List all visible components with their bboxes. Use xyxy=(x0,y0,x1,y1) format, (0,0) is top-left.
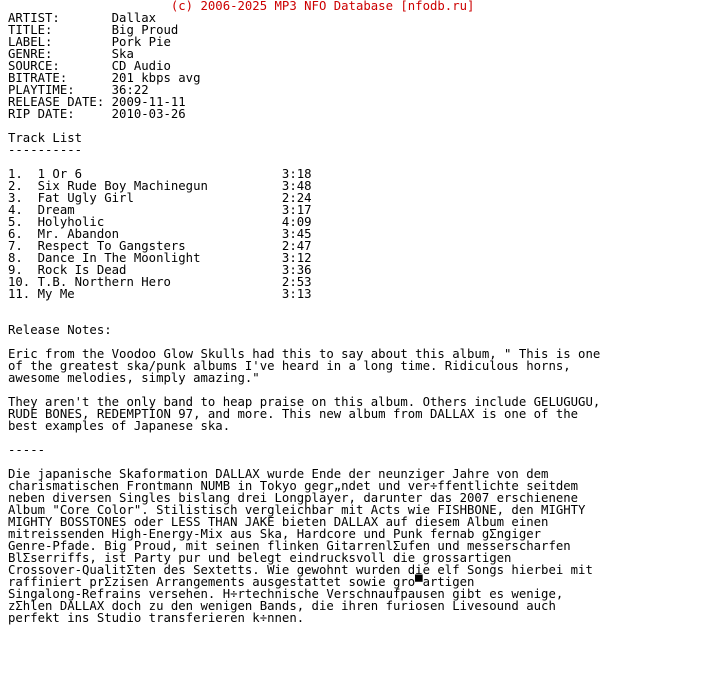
header-line: ---------- xyxy=(8,143,83,157)
header-line: BITRATE: 201 kbps avg xyxy=(8,71,201,85)
note-line: Genre-Pfade. Big Proud, mit seinen flinken GitarrenlΣufen und messerscharfen xyxy=(8,539,571,553)
note-line: Release Notes: xyxy=(8,323,112,337)
note-line: zΣhlen DALLAX doch zu den wenigen Bands, die ihren furiosen Livesound auch xyxy=(8,599,556,613)
note-line: Crossover-QualitΣten des Sextetts. Wie gewohnt wurden die elf Songs hierbei mit xyxy=(8,563,593,577)
note-line: raffiniert prΣzisen Arrangements ausgestattet sowie gro▀artigen xyxy=(8,575,475,589)
track-row: 3. Fat Ugly Girl 2:24 xyxy=(8,191,312,205)
track-row: 11. My Me 3:13 xyxy=(8,287,312,301)
note-line: RUDE BONES, REDEMPTION 97, and more. This new album from DALLAX is one of the xyxy=(8,407,579,421)
note-line: MIGHTY BOSSTONES oder LESS THAN JAKE bieten DALLAX auf diesem Album einen xyxy=(8,515,549,529)
note-line: BlΣserriffs, ist Party pur und belegt eindrucksvoll die grossartigen xyxy=(8,551,512,565)
note-line: perfekt ins Studio transferieren k÷nnen. xyxy=(8,611,305,625)
track-row: 8. Dance In The Moonlight 3:12 xyxy=(8,251,312,265)
track-row: 5. Holyholic 4:09 xyxy=(8,215,312,229)
note-line: mitreissenden High-Energy-Mix aus Ska, Hardcore und Punk fernab gΣngiger xyxy=(8,527,542,541)
note-line: Die japanische Skaformation DALLAX wurde Ende der neunziger Jahre von dem xyxy=(8,467,549,481)
track-row: 4. Dream 3:17 xyxy=(8,203,312,217)
header-line: PLAYTIME: 36:22 xyxy=(8,83,149,97)
note-line: awesome melodies, simply amazing." xyxy=(8,371,260,385)
track-row: 2. Six Rude Boy Machinegun 3:48 xyxy=(8,179,312,193)
note-line: Singalong-Refrains versehen. H÷rtechnische Verschnaufpausen gibt es wenige, xyxy=(8,587,564,601)
header-line: RIP DATE: 2010-03-26 xyxy=(8,107,186,121)
note-line: charismatischen Frontmann NUMB in Tokyo gegr„ndet und ver÷ffentlichte seitdem xyxy=(8,479,579,493)
note-line: neben diversen Singles bislang drei Longplayer, darunter das 2007 erschienene xyxy=(8,491,579,505)
track-row: 7. Respect To Gangsters 2:47 xyxy=(8,239,312,253)
track-row: 9. Rock Is Dead 3:36 xyxy=(8,263,312,277)
note-line: Eric from the Voodoo Glow Skulls had this to say about this album, " This is one xyxy=(8,347,601,361)
header-line: LABEL: Pork Pie xyxy=(8,35,171,49)
nfo-document xyxy=(8,0,600,624)
header-line: TITLE: Big Proud xyxy=(8,23,179,37)
nfo-header xyxy=(8,11,201,157)
note-line: best examples of Japanese ska. xyxy=(8,419,231,433)
note-line: ----- xyxy=(8,443,46,457)
header-line: GENRE: Ska xyxy=(8,47,134,61)
track-row: 10. T.B. Northern Hero 2:53 xyxy=(8,275,312,289)
header-line: ARTIST: Dallax xyxy=(8,11,157,25)
track-row: 6. Mr. Abandon 3:45 xyxy=(8,227,312,241)
track-row: 1. 1 Or 6 3:18 xyxy=(8,167,312,181)
note-line: of the greatest ska/punk albums I've heard in a long time. Ridiculous horns, xyxy=(8,359,571,373)
nfo-release-notes xyxy=(8,323,600,625)
note-line: They aren't the only band to heap praise on this album. Others include GELUGUGU, xyxy=(8,395,601,409)
note-line: Album "Core Color". Stilistisch vergleichbar mit Acts wie FISHBONE, den MIGHTY xyxy=(8,503,586,517)
header-line: SOURCE: CD Audio xyxy=(8,59,171,73)
header-line: Track List xyxy=(8,131,83,145)
nfo-track-list xyxy=(8,167,312,301)
nfo-banner: (c) 2006-2025 MP3 NFO Database [nfodb.ru] xyxy=(8,0,475,13)
header-line: RELEASE DATE: 2009-11-11 xyxy=(8,95,186,109)
